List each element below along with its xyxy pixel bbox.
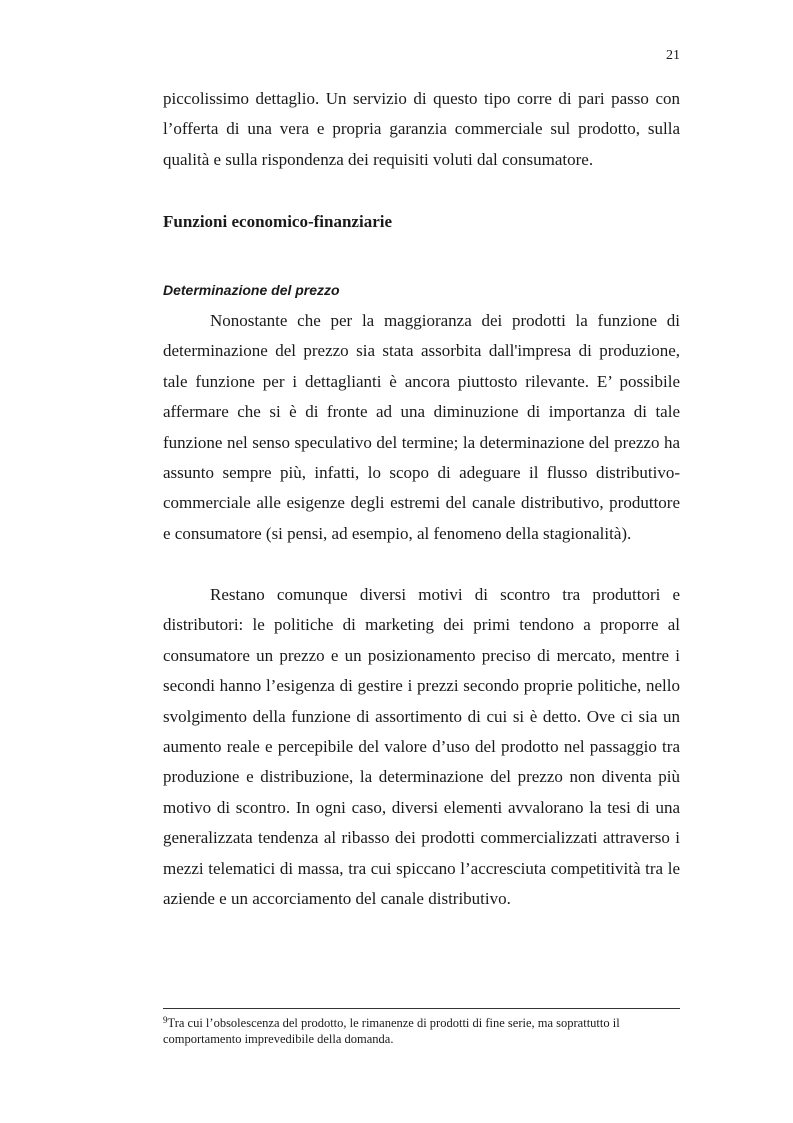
footnote-marker: 9 xyxy=(163,1015,168,1025)
paragraph-determination-intro: Nonostante che per la maggioranza dei prodotti la funzione di determinazione del prezzo sia stata assorbita dall'impresa di produzione, tale funzione per i dettaglianti è ancora piuttosto rilevante. E’ possibile affermare che si è di fronte ad una diminuzione di importanza di tale funzione nel senso speculativo del termine; la determinazione del prezzo ha assunto sempre più, infatti, lo scopo di adeguare il flusso distributivo-commerciale alle esigenze degli estremi del canale distributivo, produttore e consumatore (si pensi, ad esempio, al fenomeno della stagionalità). xyxy=(163,311,680,543)
paragraph-producer-distributor-conflict: Restano comunque diversi motivi di scontro tra produttori e distributori: le politiche di marketing dei primi tendono a proporre al consumatore un prezzo e un posizionamento preciso di mercato, mentre i secondi hanno l’esigenza di gestire i prezzi secondo proprie politiche, nello svolgimento della funzione di assortimento di cui si è detto. Ove ci sia un aumento reale e percepibile del valore d’uso del prodotto nel passaggio tra produzione e distribuzione, la determinazione del prezzo non diventa più motivo di scontro. In ogni caso, diversi elementi avvalorano la tesi di una generalizzata tendenza al ribasso dei prodotti commercializzati attraverso i mezzi telematici di massa, tra cui spiccano l’accresciuta competitività tra le aziende e un accorciamento del canale distributivo. xyxy=(163,585,680,909)
section-heading: Funzioni economico-finanziarie xyxy=(163,212,393,231)
footnote-text: Tra cui l’obsolescenza del prodotto, le rimanenze di prodotti di fine serie, ma soprattutto il comportamento imprevedibile della domanda. xyxy=(163,1016,620,1046)
intro-paragraph: piccolissimo dettaglio. Un servizio di questo tipo corre di pari passo con l’offerta di una vera e propria garanzia commerciale sul prodotto, sulla qualità e sulla rispondenza dei requisiti voluti dal consumatore. xyxy=(163,89,680,169)
subsection-heading: Determinazione del prezzo xyxy=(163,282,340,298)
footnote xyxy=(163,1016,680,1047)
page-number: 21 xyxy=(666,48,680,63)
footnote-divider xyxy=(163,1008,680,1009)
